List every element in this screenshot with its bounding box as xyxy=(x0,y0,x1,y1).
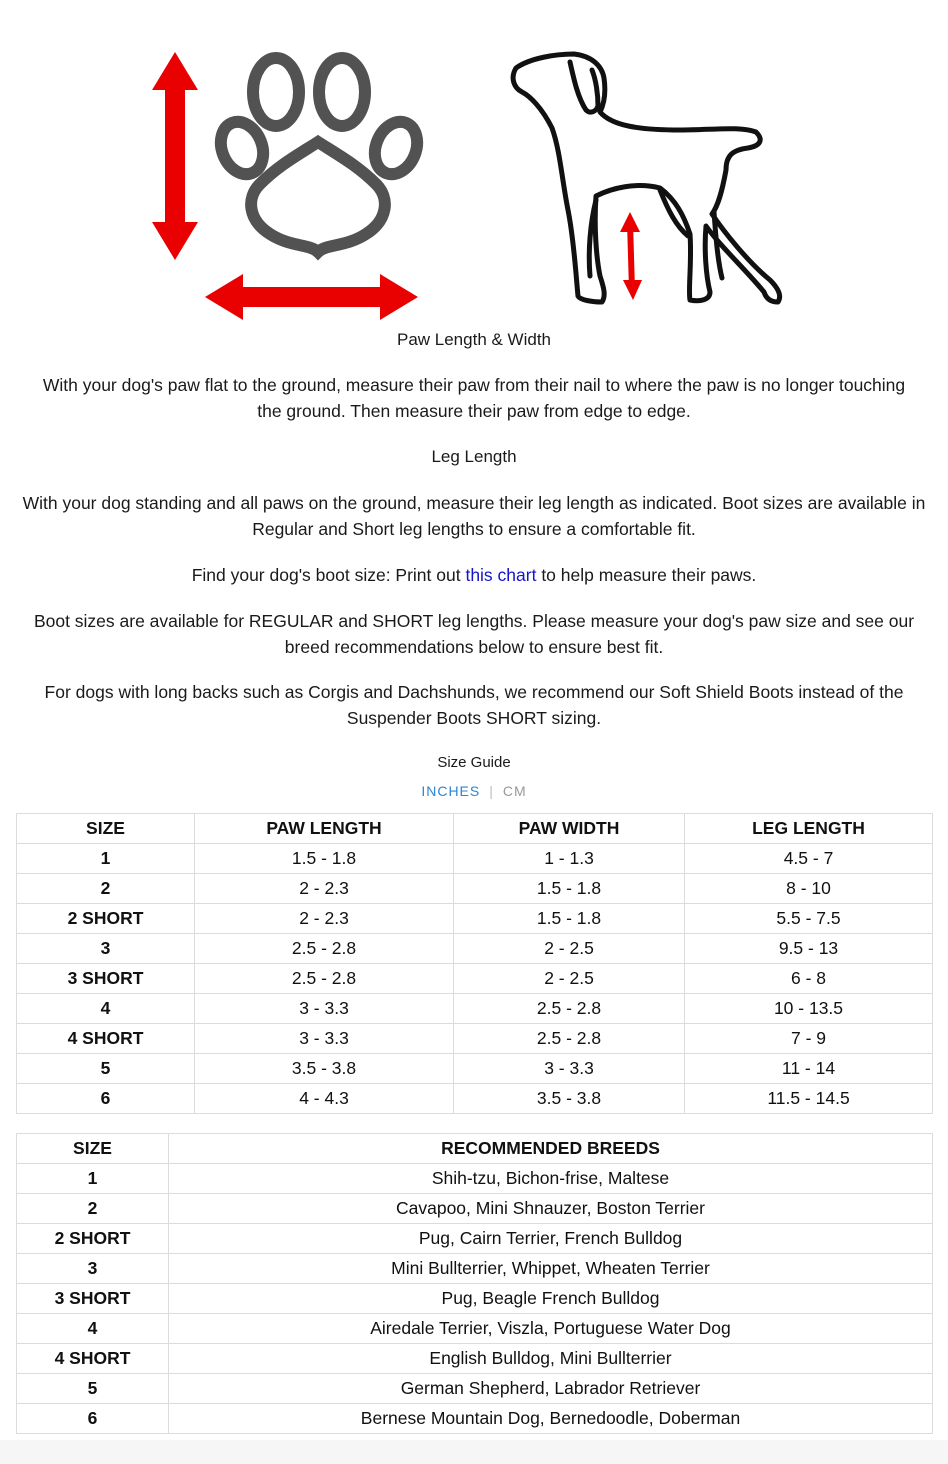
size-cell: 4 xyxy=(17,1314,169,1344)
leg-section-text: With your dog standing and all paws on the ground, measure their leg length as indicated. Boot sizes are available in Regular and Short leg lengths to ensure a comfortable fit. xyxy=(22,493,926,539)
paw-section-text: With your dog's paw flat to the ground, measure their paw from their nail to where the paw is no longer touching the ground. Then measure their paw from edge to edge. xyxy=(42,375,906,421)
leg-length-cell: 11.5 - 14.5 xyxy=(685,1084,933,1114)
paw-width-cell: 1 - 1.3 xyxy=(454,844,685,874)
leg-length-cell: 10 - 13.5 xyxy=(685,994,933,1024)
size-cell: 5 xyxy=(17,1054,195,1084)
size-table-header-leg-length: LEG LENGTH xyxy=(685,814,933,844)
table-row xyxy=(17,964,933,994)
size-guide-title: Size Guide xyxy=(437,754,511,771)
table-row xyxy=(17,1374,933,1404)
unit-toggle xyxy=(0,783,948,799)
leg-section-heading: Leg Length xyxy=(431,447,517,466)
table-row xyxy=(17,1404,933,1434)
cm-tab[interactable]: CM xyxy=(502,783,527,799)
breeds-cell: Pug, Cairn Terrier, French Bulldog xyxy=(169,1224,933,1254)
paw-length-cell: 2.5 - 2.8 xyxy=(195,934,454,964)
paw-width-cell: 2.5 - 2.8 xyxy=(454,1024,685,1054)
size-cell: 4 SHORT xyxy=(17,1024,195,1054)
leg-length-cell: 6 - 8 xyxy=(685,964,933,994)
leg-length-cell: 7 - 9 xyxy=(685,1024,933,1054)
paw-length-cell: 2.5 - 2.8 xyxy=(195,964,454,994)
table-row xyxy=(17,904,933,934)
size-cell: 6 xyxy=(17,1084,195,1114)
leg-length-cell: 11 - 14 xyxy=(685,1054,933,1084)
paw-width-cell: 1.5 - 1.8 xyxy=(454,904,685,934)
size-cell: 4 SHORT xyxy=(17,1344,169,1374)
paw-width-cell: 2 - 2.5 xyxy=(454,934,685,964)
size-table-header-size: SIZE xyxy=(17,814,195,844)
paw-section-heading: Paw Length & Width xyxy=(396,330,552,349)
size-cell: 4 xyxy=(17,994,195,1024)
size-cell: 2 xyxy=(17,1194,169,1224)
leg-length-cell: 4.5 - 7 xyxy=(685,844,933,874)
paw-length-cell: 2 - 2.3 xyxy=(195,874,454,904)
paw-length-cell: 3 - 3.3 xyxy=(195,994,454,1024)
size-cell: 2 SHORT xyxy=(17,1224,169,1254)
size-cell: 3 xyxy=(17,934,195,964)
table-row xyxy=(17,1024,933,1054)
table-row xyxy=(17,1314,933,1344)
paw-width-cell: 2 - 2.5 xyxy=(454,964,685,994)
paw-length-cell: 4 - 4.3 xyxy=(195,1084,454,1114)
paw-width-cell: 1.5 - 1.8 xyxy=(454,874,685,904)
print-chart-line xyxy=(0,562,948,588)
table-row xyxy=(17,1224,933,1254)
breed-table-header-size: SIZE xyxy=(17,1134,169,1164)
breeds-cell: Cavapoo, Mini Shnauzer, Boston Terrier xyxy=(169,1194,933,1224)
leg-length-arrow-icon xyxy=(620,212,642,300)
print-chart-text-after: to help measure their paws. xyxy=(536,565,757,585)
table-row xyxy=(17,1164,933,1194)
breeds-cell: Mini Bullterrier, Whippet, Wheaten Terrier xyxy=(169,1254,933,1284)
table-row xyxy=(17,994,933,1024)
this-chart-link[interactable]: this chart xyxy=(465,565,537,585)
size-cell: 3 SHORT xyxy=(17,1284,169,1314)
regular-short-info: Boot sizes are available for REGULAR and SHORT leg lengths. Please measure your dog's paw size and see our breed recommendations below to ensure best fit. xyxy=(33,611,915,657)
size-cell: 1 xyxy=(17,1164,169,1194)
paw-length-cell: 3 - 3.3 xyxy=(195,1024,454,1054)
table-row xyxy=(17,934,933,964)
paw-length-cell: 2 - 2.3 xyxy=(195,904,454,934)
breed-table-header-row xyxy=(17,1134,933,1164)
long-backs-info: For dogs with long backs such as Corgis and Dachshunds, we recommend our Soft Shield Boots instead of the Suspender Boots SHORT sizing. xyxy=(44,682,904,728)
paw-width-cell: 3.5 - 3.8 xyxy=(454,1084,685,1114)
paw-length-cell: 1.5 - 1.8 xyxy=(195,844,454,874)
size-cell: 2 xyxy=(17,874,195,904)
table-row xyxy=(17,1084,933,1114)
size-table-header-paw-width: PAW WIDTH xyxy=(454,814,685,844)
paw-length-cell: 3.5 - 3.8 xyxy=(195,1054,454,1084)
size-cell: 5 xyxy=(17,1374,169,1404)
size-cell: 3 xyxy=(17,1254,169,1284)
breeds-cell: Bernese Mountain Dog, Bernedoodle, Doberman xyxy=(169,1404,933,1434)
unit-separator: | xyxy=(489,783,494,799)
breeds-cell: English Bulldog, Mini Bullterrier xyxy=(169,1344,933,1374)
table-row xyxy=(17,1254,933,1284)
inches-tab[interactable]: INCHES xyxy=(421,783,481,799)
breeds-cell: Airedale Terrier, Viszla, Portuguese Water Dog xyxy=(169,1314,933,1344)
paw-width-cell: 2.5 - 2.8 xyxy=(454,994,685,1024)
paw-length-arrow-icon xyxy=(152,52,198,260)
table-row xyxy=(17,844,933,874)
leg-length-cell: 9.5 - 13 xyxy=(685,934,933,964)
size-cell: 6 xyxy=(17,1404,169,1434)
leg-length-cell: 5.5 - 7.5 xyxy=(685,904,933,934)
size-table xyxy=(16,813,933,1114)
size-cell: 3 SHORT xyxy=(17,964,195,994)
table-row xyxy=(17,1344,933,1374)
dog-silhouette-icon xyxy=(513,54,779,302)
breeds-cell: Pug, Beagle French Bulldog xyxy=(169,1284,933,1314)
breeds-cell: Shih-tzu, Bichon-frise, Maltese xyxy=(169,1164,933,1194)
size-table-header-paw-length: PAW LENGTH xyxy=(195,814,454,844)
breed-table xyxy=(16,1133,933,1434)
breeds-cell: German Shepherd, Labrador Retriever xyxy=(169,1374,933,1404)
table-row xyxy=(17,1054,933,1084)
table-row xyxy=(17,1194,933,1224)
leg-length-cell: 8 - 10 xyxy=(685,874,933,904)
size-cell: 1 xyxy=(17,844,195,874)
paw-outline-icon xyxy=(213,58,424,252)
measuring-illustration xyxy=(0,0,948,330)
table-row xyxy=(17,1284,933,1314)
table-row xyxy=(17,874,933,904)
size-table-header-row xyxy=(17,814,933,844)
breed-table-header-breeds: RECOMMENDED BREEDS xyxy=(169,1134,933,1164)
print-chart-text-before: Find your dog's boot size: Print out xyxy=(191,565,466,585)
size-cell: 2 SHORT xyxy=(17,904,195,934)
footer-strip xyxy=(0,1440,948,1464)
paw-width-cell: 3 - 3.3 xyxy=(454,1054,685,1084)
paw-width-arrow-icon xyxy=(205,274,418,320)
